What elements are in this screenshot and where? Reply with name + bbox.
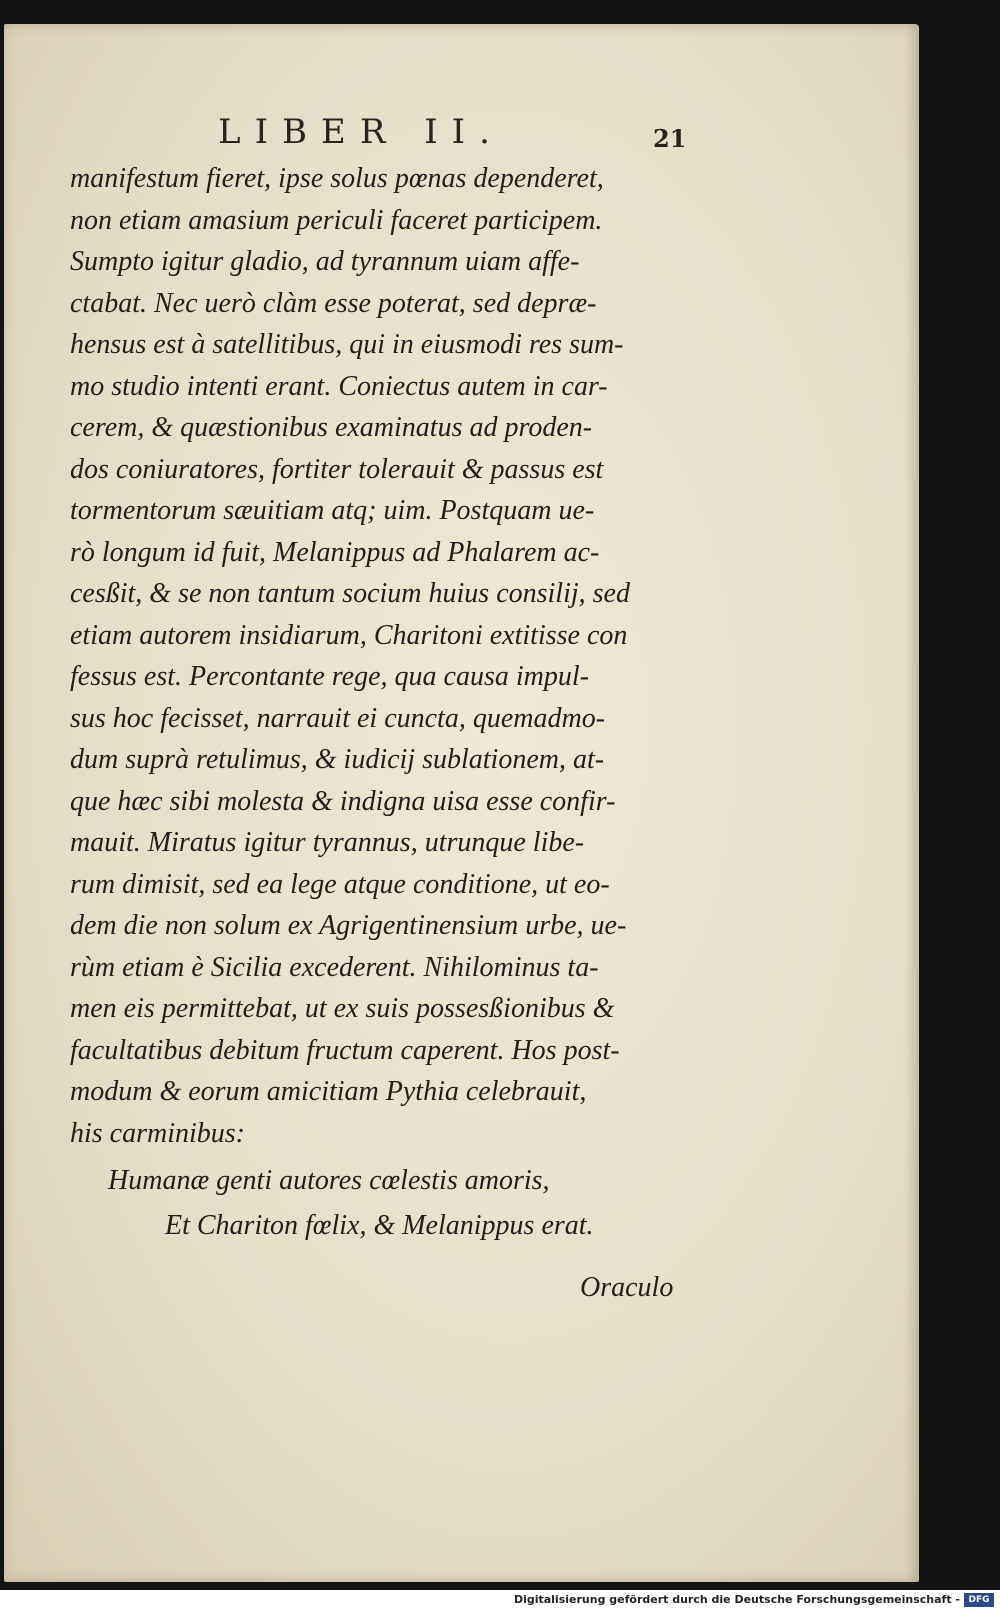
text-line: que hæc sibi molesta & indigna uisa esse confir- <box>70 785 616 817</box>
text-line: dum suprà retulimus, & iudicij sublationem, at- <box>70 744 605 775</box>
text-line: tormentorum sæuitiam atq; uim. Postquam ue- <box>70 495 595 526</box>
text-line: cerem, & quæstionibus examinatus ad proden- <box>70 412 593 443</box>
text-line: his carminibus: <box>70 1117 245 1149</box>
catchword: Oraculo <box>580 1272 674 1303</box>
text-line: facultatibus debitum fructum caperent. Hos post- <box>70 1034 620 1066</box>
text-line: mauit. Miratus igitur tyrannus, utrunque libe- <box>70 827 585 858</box>
text-line: ctabat. Nec uerò clàm esse poterat, sed depræ- <box>70 287 597 319</box>
verse-line: Et Chariton fœlix, & Melanippus erat. <box>165 1210 594 1241</box>
text-line: fessus est. Percontante rege, qua causa impul- <box>70 661 589 692</box>
funding-credit: Digitalisierung gefördert durch die Deutsche Forschungsgemeinschaft - <box>513 1593 960 1606</box>
text-line: modum & eorum amicitiam Pythia celebrauit, <box>70 1076 587 1107</box>
page-number: 21 <box>653 124 687 153</box>
text-line: rum dimisit, sed ea lege atque conditione, ut eo- <box>70 868 610 900</box>
text-line: etiam autorem insidiarum, Charitoni extitisse con <box>70 619 628 651</box>
text-line: hensus est à satellitibus, qui in eiusmodi res sum- <box>70 329 624 360</box>
text-line: dos coniuratores, fortiter tolerauit & passus est <box>70 453 604 485</box>
text-line: rùm etiam è Sicilia excederent. Nihilominus ta- <box>70 951 599 983</box>
footer-bar <box>0 1590 1000 1611</box>
verse-line: Humanæ genti autores cœlestis amoris, <box>108 1165 550 1196</box>
text-line: non etiam amasium periculi faceret participem. <box>70 204 603 236</box>
running-head: LIBER II. <box>218 112 504 152</box>
text-line: sus hoc fecisset, narrauit ei cuncta, quemadmo- <box>70 702 606 734</box>
text-line: men eis permittebat, ut ex suis possesßionibus & <box>70 993 615 1024</box>
text-line: cesßit, & se non tantum socium huius consilij, sed <box>70 578 630 609</box>
text-line: Sumpto igitur gladio, ad tyrannum uiam affe- <box>70 246 580 277</box>
body-text <box>70 158 710 1154</box>
dfg-logo: DFG <box>964 1593 994 1607</box>
text-line: dem die non solum ex Agrigentinensium urbe, ue- <box>70 910 627 941</box>
text-line: manifestum fieret, ipse solus pœnas dependeret, <box>70 163 604 194</box>
text-line: rò longum id fuit, Melanippus ad Phalarem ac- <box>70 536 600 568</box>
text-line: mo studio intenti erant. Coniectus autem in car- <box>70 370 608 402</box>
